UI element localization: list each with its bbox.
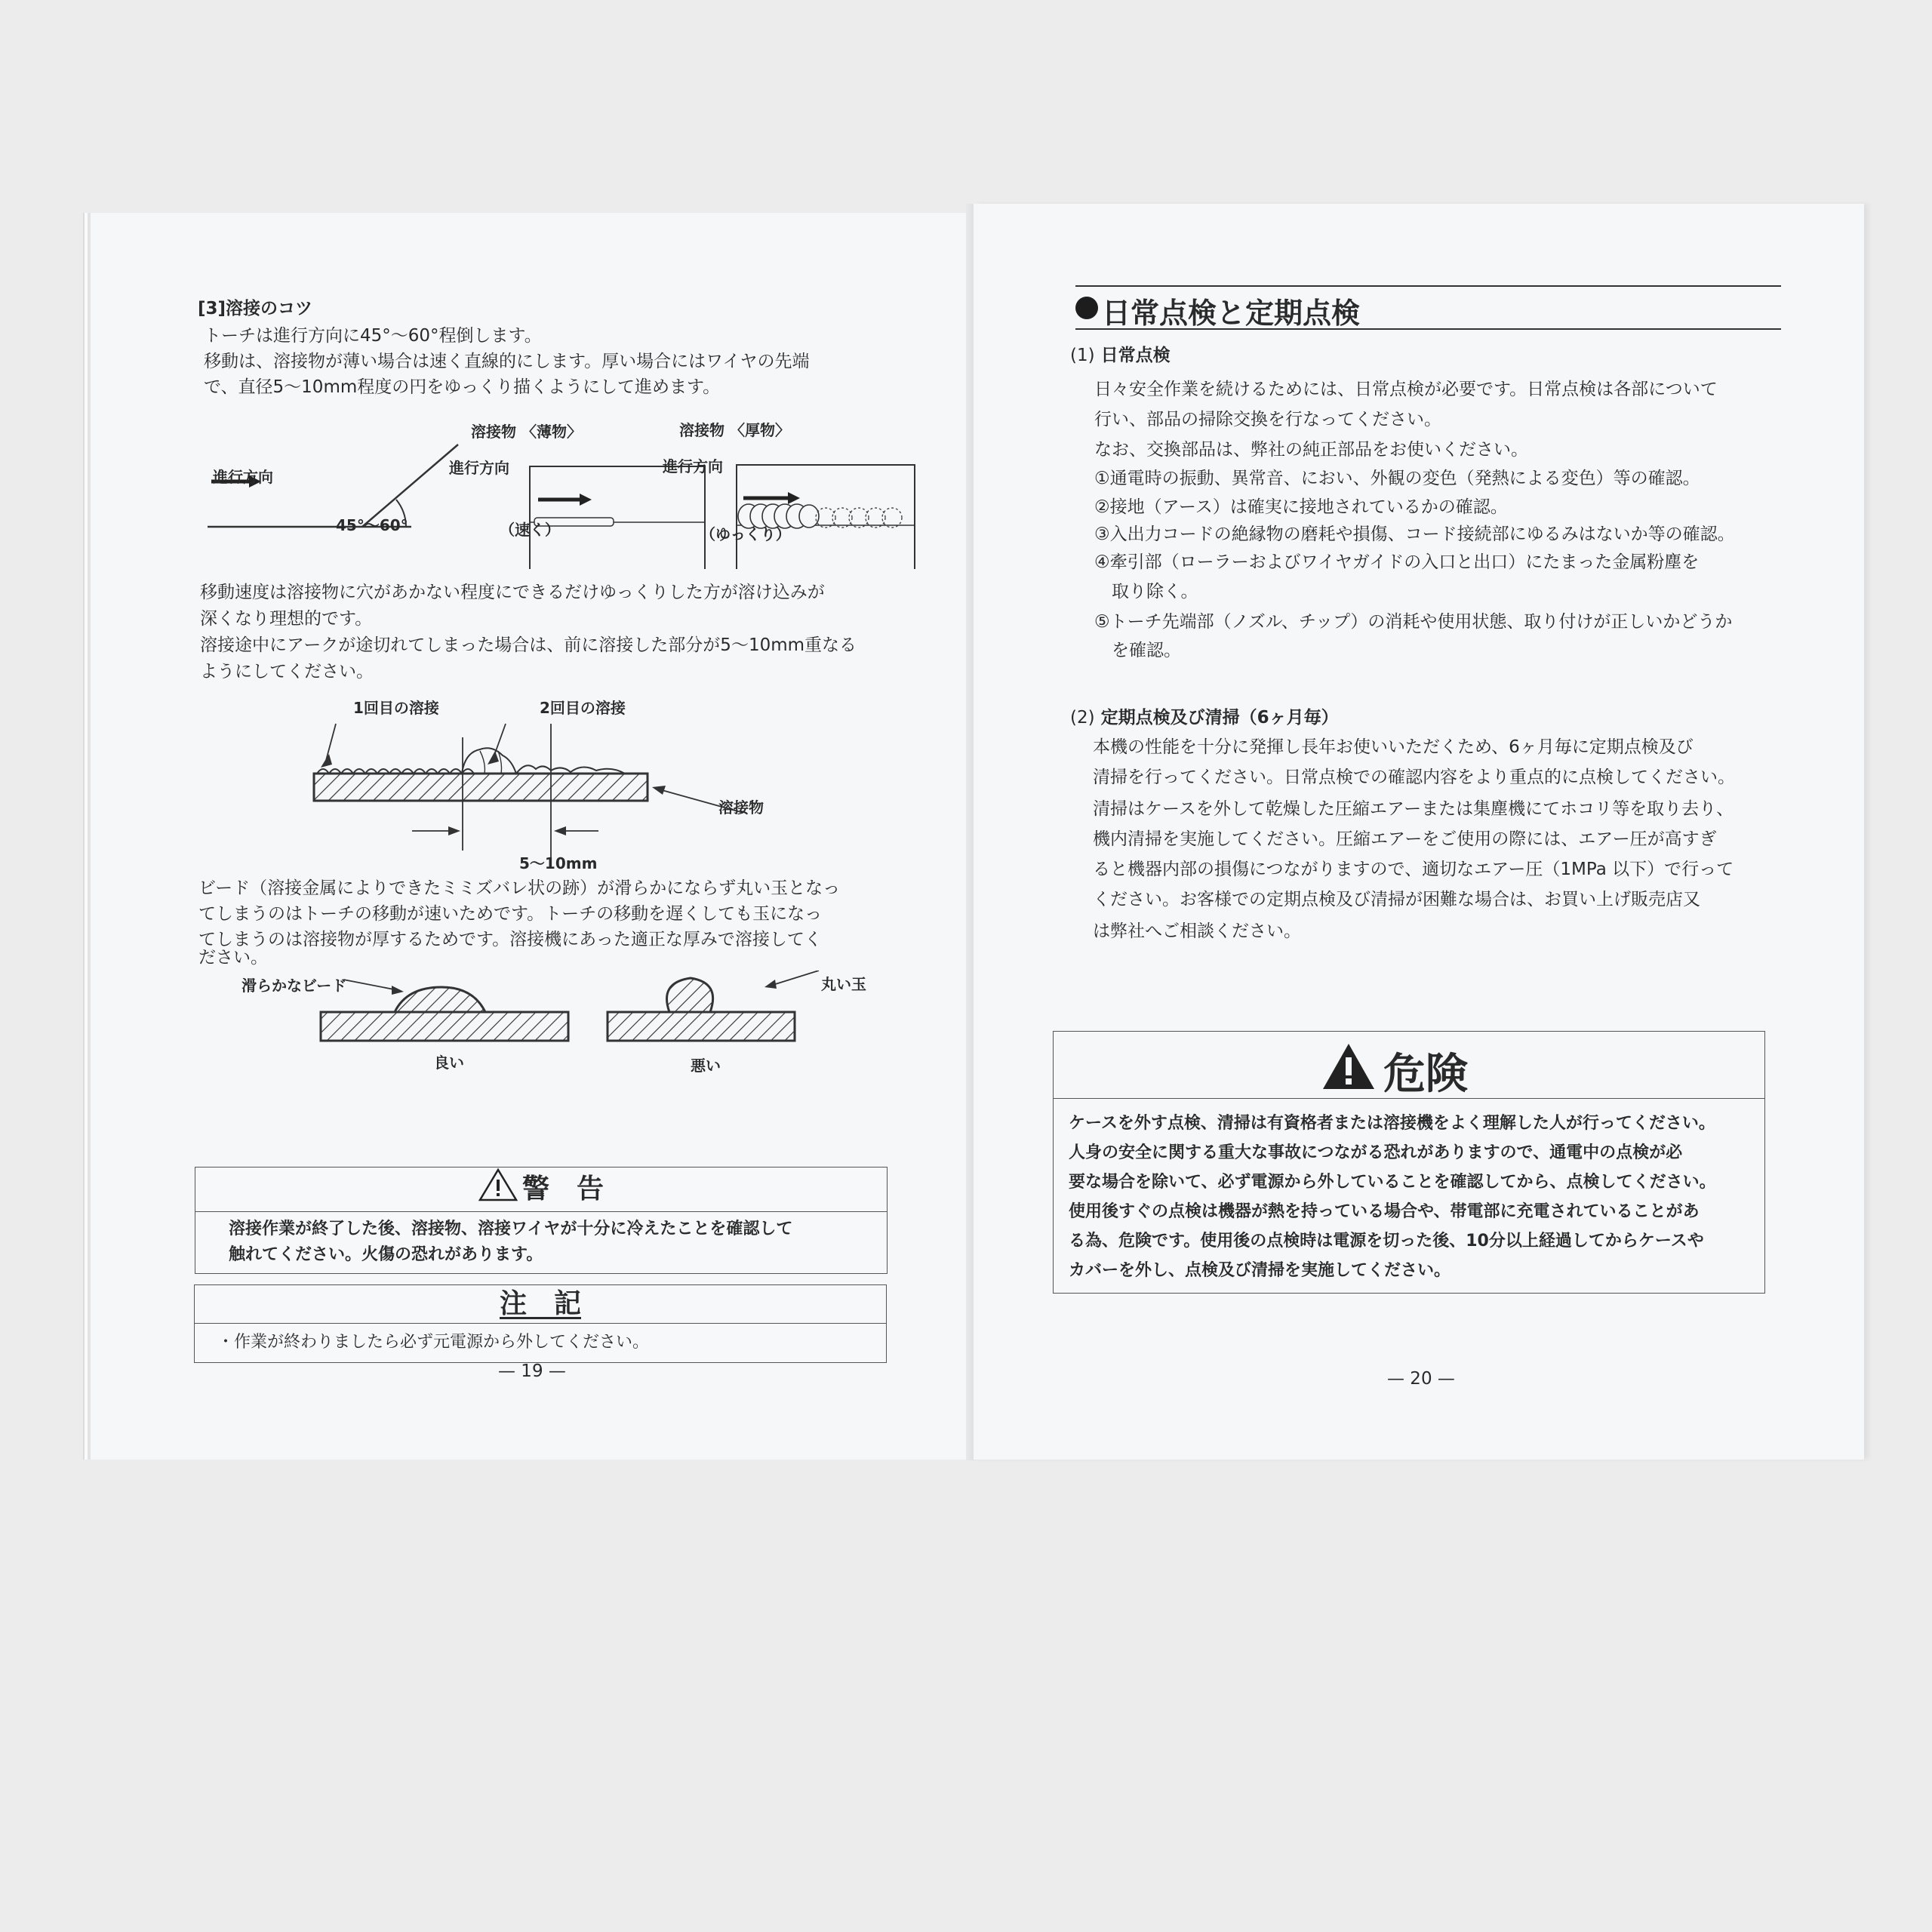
periodic-line: ください。お客様での定期点検及び清掃が困難な場合は、お買い上げ販売店又 [1093, 890, 1700, 909]
bead-text-line: ビード（溶接金属によりできたミミズバレ状の跡）が滑らかにならず丸い玉となっ [198, 878, 841, 898]
danger-title: 危険 [1383, 1050, 1468, 1099]
workpiece-plate [314, 774, 648, 801]
periodic-line: ると機器内部の損傷につながりますので、適切なエアー圧（1MPa 以下）で行って [1093, 860, 1734, 879]
daily-line: ⑤トーチ先端部（ノズル、チップ）の消耗や使用状態、取り付けが正しいかどうか [1094, 612, 1733, 632]
daily-line: 取り除く。 [1094, 582, 1198, 601]
smooth-bead [395, 987, 485, 1012]
periodic-line: 機内清掃を実施してください。圧縮エアーをご使用の際には、エアー圧が高すぎ [1093, 829, 1717, 849]
daily-line: ②接地（アース）は確実に接地されているかの確認。 [1094, 497, 1508, 517]
daily-line: を確認。 [1094, 641, 1181, 660]
intro-line: で、直径5～10mm程度の円をゆっくり描くようにして進めます。 [204, 377, 721, 397]
periodic-num: (2) [1070, 708, 1095, 728]
danger-box [1053, 1031, 1765, 1294]
left-page [91, 213, 974, 1460]
note-line: ・作業が終わりましたら必ず元電源から外してください。 [217, 1333, 650, 1352]
good-plate [321, 1012, 568, 1041]
intro-line: 移動は、溶接物が薄い場合は速く直線的にします。厚い場合にはワイヤの先端 [204, 352, 810, 371]
page-title [1075, 285, 1781, 330]
daily-num: (1) [1070, 346, 1095, 365]
page-number-left: — 19 — [498, 1361, 566, 1381]
periodic-heading [1070, 703, 1339, 728]
bead-text-line: てしまうのはトーチの移動が速いためです。トーチの移動を遅くしても玉になっ [198, 904, 823, 924]
daily-line: ④牽引部（ローラーおよびワイヤガイドの入口と出口）にたまった金属粉塵を [1094, 552, 1700, 572]
daily-line: ①通電時の振動、異常音、におい、外観の変色（発熱による変色）等の確認。 [1094, 469, 1700, 488]
danger-line: 使用後すぐの点検は機器が熱を持っている場合や、帯電部に充電されていることがあ [1069, 1202, 1700, 1221]
angle-label: 45°～60° [336, 516, 408, 534]
danger-line: ケースを外す点検、清掃は有資格者または溶接機をよく理解した人が行ってください。 [1069, 1114, 1715, 1133]
warning-line: 触れてください。火傷の恐れがあります。 [229, 1245, 543, 1264]
bead-text-line: ださい。 [198, 948, 268, 968]
round-ball [667, 978, 713, 1012]
second-bead [462, 748, 625, 774]
periodic-line: は弊社へご相談ください。 [1093, 921, 1301, 941]
good-label: 良い [434, 1054, 464, 1072]
daily-title: 日常点検 [1100, 346, 1171, 365]
speed-text-line: 溶接途中にアークが途切れてしまった場合は、前に溶接した部分が5～10mm重なる [200, 635, 857, 655]
periodic-line: 本機の性能を十分に発揮し長年お使いいただくため、6ヶ月毎に定期点検及び [1093, 737, 1694, 757]
danger-line: る為、危険です。使用後の点検時は電源を切った後、10分以上経過してからケースや [1069, 1232, 1704, 1251]
daily-line: なお、交換部品は、弊社の純正部品をお使いください。 [1094, 440, 1528, 460]
danger-line: 要な場合を除いて、必ず電源から外していることを確認してから、点検してください。 [1069, 1173, 1716, 1192]
daily-line: 行い、部品の掃除交換を行なってください。 [1094, 410, 1441, 429]
thin-direction-label: 進行方向 [449, 459, 509, 477]
bad-label: 悪い [691, 1057, 721, 1075]
direction-label: 進行方向 [213, 468, 273, 486]
workpiece-label: 溶接物 [718, 798, 764, 817]
section-heading: [3]溶接のコツ [198, 299, 313, 318]
thin-title: 溶接物 〈薄物〉 [471, 423, 582, 441]
note-title: 注 記 [499, 1288, 581, 1319]
periodic-line: 清掃を行ってください。日常点検での確認内容をより重点的に点検してください。 [1093, 768, 1735, 787]
thick-speed-label: （ゆっくり） [700, 525, 791, 543]
right-page [974, 204, 1864, 1460]
warning-line: 溶接作業が終了した後、溶接物、溶接ワイヤが十分に冷えたことを確認して [229, 1220, 793, 1238]
periodic-title: 定期点検及び清掃（6ヶ月毎） [1100, 708, 1339, 728]
smooth-bead-label: 滑らかなビード [242, 977, 347, 995]
intro-line: トーチは進行方向に45°～60°程倒します。 [204, 326, 542, 346]
danger-text [1069, 1109, 1716, 1285]
daily-line: ③入出力コードの絶縁物の磨耗や損傷、コード接続部にゆるみはないか等の確認。 [1094, 525, 1735, 544]
warning-header [195, 1168, 887, 1212]
second-weld-label: 2回目の溶接 [540, 699, 626, 717]
danger-triangle-icon [1321, 1042, 1376, 1091]
round-ball-label: 丸い玉 [821, 975, 866, 993]
thick-direction-label: 進行方向 [663, 457, 723, 475]
thick-title: 溶接物 〈厚物〉 [679, 421, 790, 439]
thin-speed-label: （速く） [500, 521, 560, 539]
bullet-icon [1075, 297, 1098, 319]
bad-plate [608, 1012, 795, 1041]
danger-line: カバーを外し、点検及び清掃を実施してください。 [1069, 1261, 1451, 1280]
thick-path-dashed [816, 508, 902, 528]
warning-triangle-icon [478, 1168, 518, 1202]
overlap-label: 5～10mm [519, 854, 598, 872]
periodic-line: 清掃はケースを外して乾燥した圧縮エアーまたは集塵機にてホコリ等を取り去り、 [1093, 799, 1734, 819]
note-box [194, 1284, 887, 1363]
bead-text-line: てしまうのは溶接物が厚するためです。溶接機にあった適正な厚みで溶接してく [198, 930, 822, 949]
page-number-right: — 20 — [1387, 1369, 1455, 1389]
warning-title: 警 告 [521, 1174, 604, 1204]
danger-header [1054, 1032, 1764, 1099]
speed-text-line: 深くなり理想的です。 [200, 609, 373, 629]
speed-text-line: 移動速度は溶接物に穴があかない程度にできるだけゆっくりした方が溶け込みが [200, 583, 825, 602]
danger-line: 人身の安全に関する重大な事故につながる恐れがありますので、通電中の点検が必 [1069, 1143, 1683, 1162]
warning-box [195, 1167, 888, 1274]
daily-heading [1070, 341, 1171, 366]
first-weld-label: 1回目の溶接 [353, 699, 439, 717]
note-header [195, 1285, 886, 1324]
daily-line: 日々安全作業を続けるためには、日常点検が必要です。日常点検は各部について [1094, 380, 1718, 399]
speed-text-line: ようにしてください。 [200, 662, 374, 681]
page-title-text: 日常点検と定期点検 [1102, 297, 1361, 330]
bead-quality-figure [313, 971, 864, 1054]
